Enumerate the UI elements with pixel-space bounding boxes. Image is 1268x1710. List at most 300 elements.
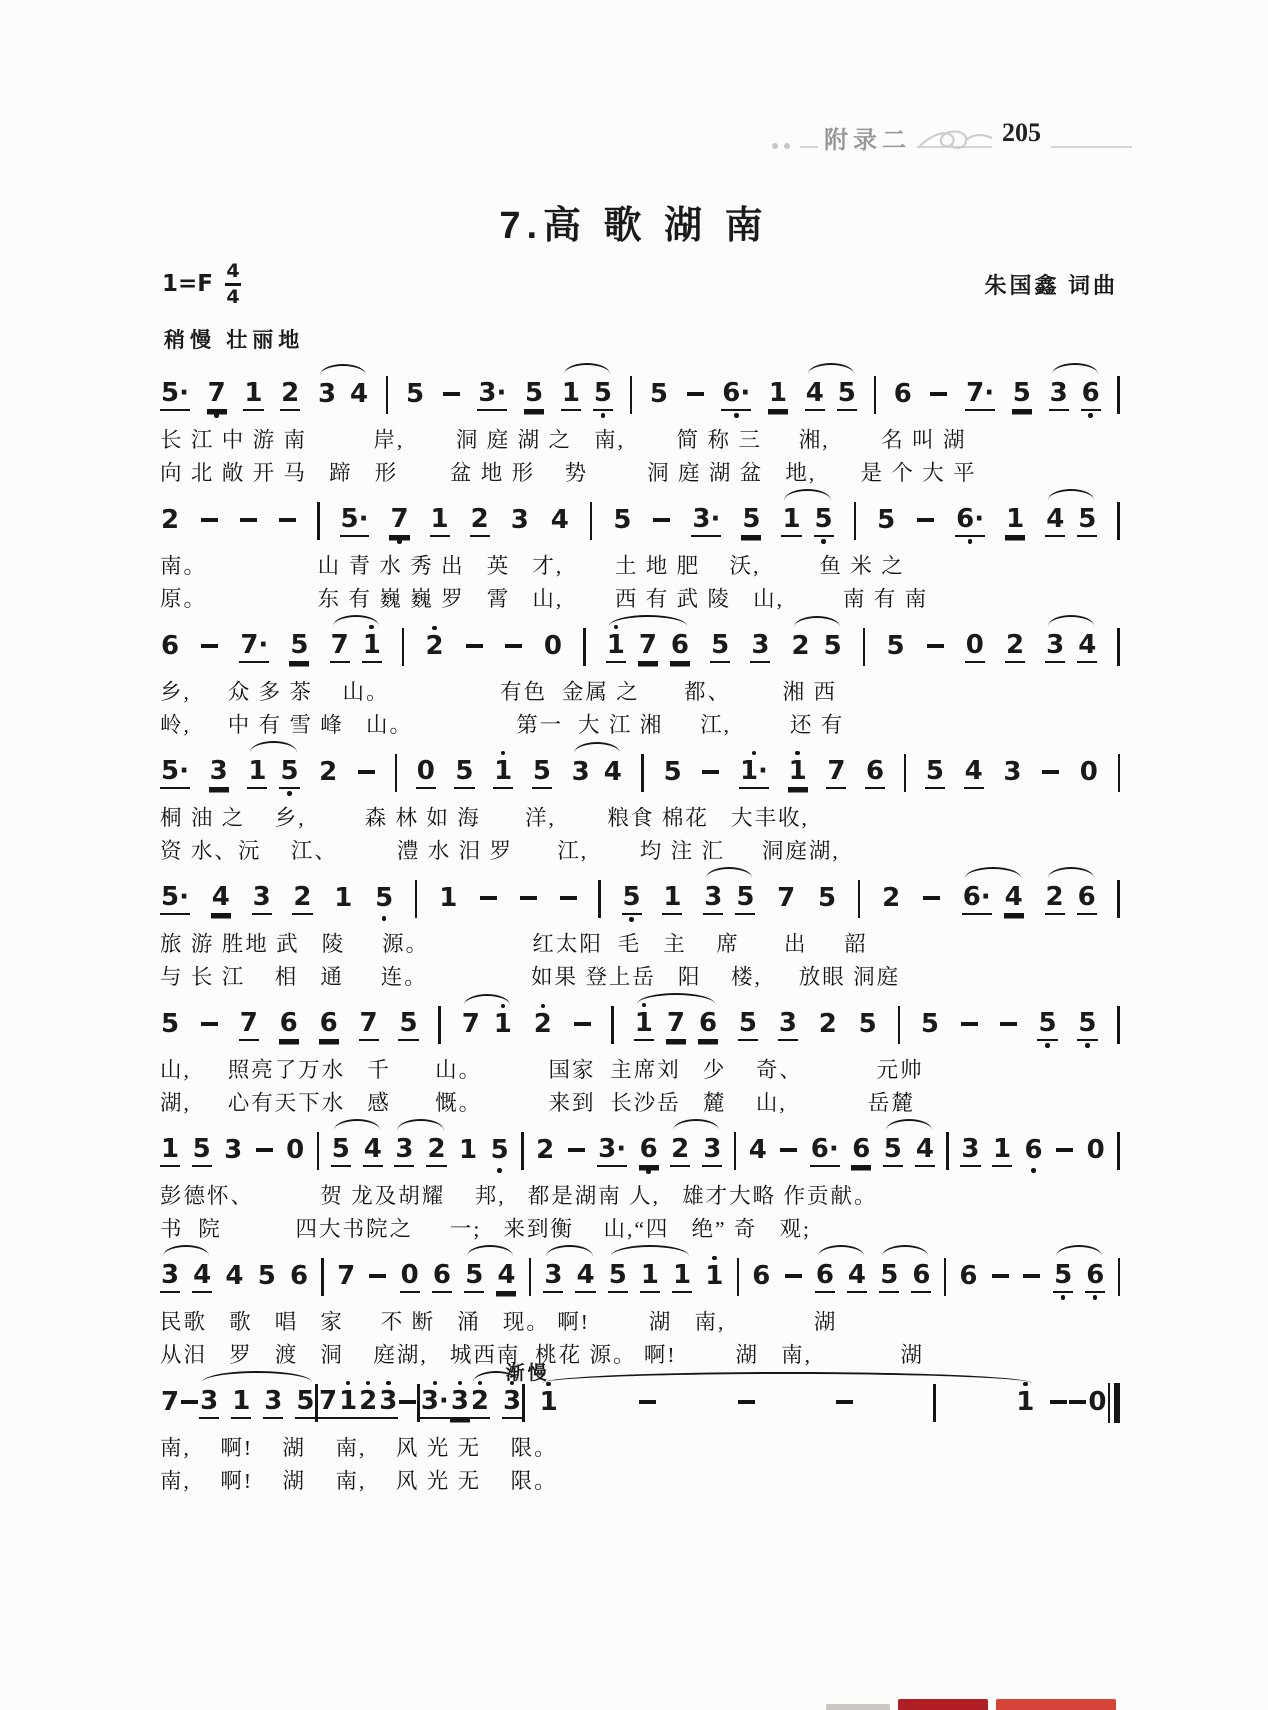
lyrics-verse-1: 旅 游 胜地 武 陵 源。 红太阳 毛 主 席 出 韶 xyxy=(160,932,868,956)
note: 4 xyxy=(211,870,231,928)
dash xyxy=(999,997,1018,1053)
note: 4 xyxy=(575,1248,595,1306)
note: 0 xyxy=(543,631,563,661)
note: 1 xyxy=(334,883,353,913)
lyrics-verse-2: 原。 东 有 巍 巍 罗 霄 山, 西 有 武 陵 山, 南 有 南 xyxy=(160,587,929,611)
note: 6 xyxy=(752,1261,771,1291)
slur-group xyxy=(247,744,299,802)
slur-group xyxy=(670,1122,722,1180)
note: 6 xyxy=(698,996,718,1054)
dash xyxy=(465,619,484,675)
note: 4 xyxy=(964,744,984,802)
slur-group xyxy=(160,1248,212,1306)
note: 5 xyxy=(532,744,552,802)
barline xyxy=(395,754,398,792)
note: 5 xyxy=(490,1123,510,1179)
dash xyxy=(1049,1375,1068,1431)
systems xyxy=(160,366,1120,1500)
note: 4 xyxy=(748,1135,767,1165)
dash xyxy=(567,1123,586,1179)
note: 6 xyxy=(815,1248,835,1306)
page-header xyxy=(0,116,1268,160)
note: 2 xyxy=(670,1122,690,1180)
music-system xyxy=(160,492,1120,616)
dash xyxy=(357,745,376,801)
note: 5 xyxy=(883,1122,903,1180)
time-signature xyxy=(225,262,241,307)
note: 2 xyxy=(358,1374,378,1432)
note: 1 xyxy=(662,870,682,928)
lyrics-verse-2: 从汨 罗 渡 洞 庭湖, 城西南 桃花 源。 啊! 湖 南, 湖 xyxy=(160,1343,925,1367)
barline xyxy=(858,880,861,918)
note: 5 xyxy=(613,505,632,535)
note: 3 xyxy=(317,379,337,409)
note: 5 xyxy=(192,1122,212,1180)
header-dots-decoration xyxy=(772,143,790,149)
note: 5 xyxy=(454,744,474,802)
dash xyxy=(200,997,219,1053)
lyrics-verse-2: 湖, 心有天下水 感 慨。 来到 长沙岳 麓 山, 岳麓 xyxy=(160,1091,915,1115)
barline xyxy=(641,754,644,792)
slur-group xyxy=(1045,618,1097,676)
note: 5 xyxy=(331,1122,351,1180)
note: 1 xyxy=(768,366,788,424)
slur-group xyxy=(330,618,382,676)
note: 3 xyxy=(1003,757,1022,787)
slur-group xyxy=(1045,492,1097,550)
slur-group xyxy=(199,1374,315,1432)
dash xyxy=(922,871,941,927)
dash xyxy=(916,493,935,549)
note: 3 xyxy=(450,1374,470,1432)
barline xyxy=(737,1258,740,1296)
notation-line xyxy=(160,492,1120,550)
note: 7 xyxy=(359,996,379,1054)
slur-group xyxy=(543,1248,595,1306)
barline xyxy=(317,502,320,540)
barline xyxy=(1117,376,1120,414)
slur-group xyxy=(703,870,755,928)
note: 3 xyxy=(543,1248,563,1306)
note: 1 xyxy=(561,366,581,424)
note: 5 xyxy=(925,744,945,802)
note: 5· xyxy=(160,870,190,928)
slur-group xyxy=(561,366,613,424)
note: 5 xyxy=(257,1261,276,1291)
music-system xyxy=(160,1363,1120,1498)
barline xyxy=(904,754,907,792)
note: 5 xyxy=(858,1009,877,1039)
note: 2 xyxy=(1005,618,1025,676)
note: 3· xyxy=(691,492,721,550)
notation-line xyxy=(160,1374,1120,1432)
note: 1 xyxy=(704,1249,724,1305)
dash xyxy=(255,1123,274,1179)
notation-line xyxy=(160,870,1120,928)
note: 5· xyxy=(160,366,190,424)
note: 3· xyxy=(477,366,507,424)
dash xyxy=(519,871,538,927)
note: 3 xyxy=(209,744,229,802)
note: 5 xyxy=(877,505,896,535)
note: 2 xyxy=(533,997,553,1053)
slur-group xyxy=(331,1122,383,1180)
note: 5 xyxy=(735,870,755,928)
notation-line xyxy=(160,618,1120,676)
dash xyxy=(398,1375,417,1431)
meta-row xyxy=(162,262,1118,307)
note: 0 xyxy=(400,1248,420,1306)
note: 3 xyxy=(199,1374,219,1432)
dash xyxy=(779,1123,798,1179)
barline xyxy=(598,880,601,918)
note: 5 xyxy=(823,631,842,661)
lyrics-verse-1: 南, 啊! 湖 南, 风 光 无 限。 xyxy=(160,1436,558,1460)
slur-group xyxy=(781,492,833,550)
dash xyxy=(929,367,948,423)
note: 1 xyxy=(430,492,450,550)
note: 1 xyxy=(493,997,513,1053)
note: 4 xyxy=(192,1248,212,1306)
note: 5 xyxy=(1053,1248,1073,1306)
note: 7 xyxy=(318,1374,338,1432)
dash xyxy=(652,493,671,549)
note: 1 xyxy=(231,1374,251,1432)
barline xyxy=(933,1384,936,1422)
lyrics-verse-1: 山, 照亮了万水 千 山。 国家 主席刘 少 奇、 元帅 xyxy=(160,1058,924,1082)
note: 1 xyxy=(539,1375,559,1431)
slur-group xyxy=(634,996,718,1054)
note: 6 xyxy=(851,1122,871,1180)
lyrics-verse-2: 岭, 中 有 雪 峰 山。 第一 大 江 湘 江, 还 有 xyxy=(160,713,845,737)
note: 1· xyxy=(739,744,769,802)
notation-line xyxy=(160,996,1120,1054)
note: 4 xyxy=(1077,618,1097,676)
note: 5 xyxy=(879,1248,899,1306)
note: 2 xyxy=(292,870,312,928)
barline xyxy=(1117,628,1120,666)
note: 5 xyxy=(464,1248,484,1306)
note: 5 xyxy=(1012,366,1032,424)
dash xyxy=(200,493,219,549)
barline xyxy=(317,1132,320,1170)
note: 2 xyxy=(161,505,180,535)
slur-group xyxy=(879,1248,931,1306)
dash xyxy=(1068,1375,1087,1431)
slur-group xyxy=(464,1248,516,1306)
note: 1 xyxy=(672,1248,692,1306)
note: 4 xyxy=(550,505,569,535)
dash xyxy=(926,619,945,675)
barline xyxy=(611,1006,614,1044)
note: 4 xyxy=(1004,870,1024,928)
note: 1 xyxy=(493,744,513,802)
note: 1 xyxy=(160,1122,180,1180)
notation-line xyxy=(160,1248,1120,1306)
note: 3 xyxy=(1049,366,1069,424)
note: 5 xyxy=(818,883,837,913)
note: 4 xyxy=(496,1248,516,1306)
note: 0 xyxy=(1086,1135,1105,1165)
note: 6· xyxy=(955,492,985,550)
note: 2 xyxy=(426,1122,446,1180)
note: 7 xyxy=(330,618,350,676)
footer-red-logo-partial-2 xyxy=(996,1699,1116,1710)
note: 7 xyxy=(666,996,686,1054)
note: 5 xyxy=(398,996,418,1054)
note: 5 xyxy=(622,870,642,928)
note: 6 xyxy=(161,631,180,661)
note: 4 xyxy=(363,1122,383,1180)
note: 6· xyxy=(962,870,992,928)
slur-group xyxy=(962,870,1024,928)
note: 3 xyxy=(263,1374,283,1432)
music-system xyxy=(160,618,1120,742)
barline xyxy=(386,376,389,414)
slur-group xyxy=(883,1122,935,1180)
note: 1 xyxy=(243,366,263,424)
dash xyxy=(368,1249,387,1305)
barline xyxy=(944,1258,947,1296)
note: 6 xyxy=(865,744,885,802)
dash xyxy=(737,1375,756,1431)
note: 3 xyxy=(224,1135,243,1165)
dash xyxy=(559,871,578,927)
note: 3 xyxy=(571,757,590,787)
note: 2 xyxy=(280,366,300,424)
tempo-change-label: 渐慢 xyxy=(505,1363,550,1384)
slur-group xyxy=(815,1248,867,1306)
dash xyxy=(1041,745,1060,801)
barline xyxy=(521,1132,524,1170)
note: 3 xyxy=(960,1122,980,1180)
note: 5 xyxy=(1037,996,1057,1054)
note: 1 xyxy=(606,618,626,676)
dash xyxy=(442,367,461,423)
dash xyxy=(278,493,297,549)
note: 4 xyxy=(915,1122,935,1180)
slur-group xyxy=(1045,870,1097,928)
note: 6· xyxy=(721,366,751,424)
note: 2 xyxy=(319,757,338,787)
slur-group xyxy=(461,997,513,1053)
note: 5· xyxy=(160,744,190,802)
lyrics-verse-2: 与 长 江 相 通 连。 如果 登上岳 阳 楼, 放眼 洞庭 xyxy=(160,965,901,989)
slur-group xyxy=(1049,366,1101,424)
key-signature xyxy=(162,262,241,307)
dash xyxy=(239,493,258,549)
dash xyxy=(573,997,592,1053)
note: 3 xyxy=(378,1374,398,1432)
note: 1 xyxy=(788,744,808,802)
note: 1 xyxy=(459,1135,478,1165)
note: 6 xyxy=(959,1261,978,1291)
note: 2 xyxy=(470,492,490,550)
note: 1 xyxy=(1015,1375,1035,1431)
note: 3 xyxy=(703,870,723,928)
note: 3 xyxy=(750,618,770,676)
note: 5 xyxy=(289,618,309,676)
note: 0 xyxy=(1088,1387,1107,1417)
note: 3 xyxy=(778,996,798,1054)
note: 7 xyxy=(207,366,227,424)
tempo-marking: 稍慢 壮丽地 xyxy=(164,328,305,352)
barline xyxy=(898,1006,901,1044)
note: 6 xyxy=(1077,870,1097,928)
lyrics-verse-1: 民歌 歌 唱 家 不 断 涌 现。 啊! 湖 南, 湖 xyxy=(160,1310,838,1334)
slur-group xyxy=(1053,1248,1105,1306)
dash xyxy=(504,619,523,675)
note: 5 xyxy=(405,379,425,409)
note: 3 xyxy=(702,1122,722,1180)
slur-group xyxy=(571,745,623,801)
barline xyxy=(1117,880,1120,918)
barline xyxy=(1117,1132,1120,1170)
dash xyxy=(835,1375,854,1431)
key-tonality: 1=F xyxy=(162,271,213,298)
note: 3 xyxy=(160,1248,180,1306)
composer-credit: 朱国鑫 词曲 xyxy=(984,272,1118,298)
note: 3 xyxy=(502,1374,522,1432)
note: 6 xyxy=(1085,1248,1105,1306)
note: 1 xyxy=(992,1122,1012,1180)
barline xyxy=(946,1132,949,1170)
barline xyxy=(529,1258,532,1296)
barline xyxy=(321,1258,324,1296)
note: 0 xyxy=(416,744,436,802)
note: 6 xyxy=(279,996,299,1054)
lyrics-verse-1: 乡, 众 多 茶 山。 有色 金属 之 都、 湘 西 xyxy=(160,680,838,704)
note: 6· xyxy=(810,1122,840,1180)
note: 5 xyxy=(295,1374,315,1432)
note: 2 xyxy=(882,883,901,913)
notation-line xyxy=(160,744,1120,802)
barline xyxy=(863,628,866,666)
note: 1 xyxy=(439,883,458,913)
note: 3· xyxy=(597,1122,627,1180)
note: 6 xyxy=(911,1248,931,1306)
footer-gray-mark xyxy=(826,1704,890,1710)
barline xyxy=(590,502,593,540)
dash xyxy=(991,1249,1010,1305)
note: 1 xyxy=(338,1374,358,1432)
barline xyxy=(874,376,877,414)
lyrics-verse-2: 向 北 敞 开 马 蹄 形 盆 地 形 势 洞 庭 湖 盆 地, 是 个 大 平 xyxy=(160,461,977,485)
note: 2 xyxy=(1045,870,1065,928)
note: 3· xyxy=(420,1374,450,1432)
dash xyxy=(960,997,979,1053)
dash xyxy=(200,619,219,675)
note: 4 xyxy=(225,1261,244,1291)
music-system xyxy=(160,1122,1120,1246)
note: 5 xyxy=(814,492,834,550)
note: 7 xyxy=(239,996,259,1054)
note: 6 xyxy=(639,1122,659,1180)
note: 2 xyxy=(536,1135,555,1165)
note: 7 xyxy=(638,618,658,676)
appendix-label: 附录二 xyxy=(818,120,917,155)
slur-group xyxy=(805,366,857,424)
slur-group xyxy=(317,367,369,423)
note: 5 xyxy=(741,492,761,550)
slur-group xyxy=(791,619,843,675)
note: 3 xyxy=(394,1122,414,1180)
final-barline xyxy=(1108,1384,1121,1422)
dash xyxy=(1055,1123,1074,1179)
note: 4 xyxy=(350,379,369,409)
note: 5 xyxy=(738,996,758,1054)
lyrics-verse-2: 南, 啊! 湖 南, 风 光 无 限。 xyxy=(160,1469,558,1493)
note: 5 xyxy=(524,366,544,424)
note: 1 xyxy=(634,996,654,1054)
music-system xyxy=(160,870,1120,994)
note: 6 xyxy=(1024,1123,1044,1179)
note: 7· xyxy=(239,618,269,676)
note: 6 xyxy=(893,379,912,409)
note: 1 xyxy=(640,1248,660,1306)
slur-group xyxy=(608,1248,692,1306)
note: 1 xyxy=(362,618,382,676)
ribbon-swirl-icon xyxy=(918,124,1002,163)
note: 2 xyxy=(791,631,810,661)
note: 5 xyxy=(920,1009,939,1039)
music-system xyxy=(160,1248,1120,1372)
note: 7 xyxy=(389,492,409,550)
dash xyxy=(180,1375,199,1431)
barline xyxy=(522,1384,525,1422)
note: 3 xyxy=(1045,618,1065,676)
note: 5 xyxy=(1077,996,1097,1054)
note: 5 xyxy=(663,757,682,787)
meter-numerator: 4 xyxy=(226,260,240,282)
dash xyxy=(784,1249,803,1305)
note: 1 xyxy=(247,744,267,802)
note: 5 xyxy=(886,631,905,661)
note: 6 xyxy=(319,996,339,1054)
note: 6 xyxy=(670,618,690,676)
barline xyxy=(438,1006,441,1044)
music-system xyxy=(160,744,1120,868)
barline xyxy=(1118,754,1121,792)
barline xyxy=(402,628,405,666)
note: 4 xyxy=(847,1248,867,1306)
slur-group xyxy=(606,618,690,676)
barline xyxy=(583,628,586,666)
dash xyxy=(701,745,720,801)
note: 0 xyxy=(286,1135,305,1165)
note: 7 xyxy=(161,1387,180,1417)
note: 7 xyxy=(461,1009,480,1039)
barline xyxy=(630,376,633,414)
lyrics-verse-1: 南。 山 青 水 秀 出 英 才, 土 地 肥 沃, 鱼 米 之 xyxy=(160,554,905,578)
lyrics-verse-1: 桐 油 之 乡, 森 林 如 海 洋, 粮食 棉花 大丰收, xyxy=(160,806,809,830)
notation-line xyxy=(160,366,1120,424)
note: 5 xyxy=(608,1248,628,1306)
note: 1 xyxy=(1005,492,1025,550)
barline xyxy=(1117,1006,1120,1044)
barline xyxy=(734,1132,737,1170)
note: 7 xyxy=(337,1261,356,1291)
note: 6 xyxy=(432,1248,452,1306)
notation-line xyxy=(160,1122,1120,1180)
note: 2 xyxy=(470,1374,490,1432)
note: 5 xyxy=(837,366,857,424)
note: 5 xyxy=(593,366,613,424)
meter-denominator: 4 xyxy=(226,285,240,308)
note: 5 xyxy=(649,379,668,409)
dash xyxy=(1022,1249,1041,1305)
note: 0 xyxy=(965,618,985,676)
